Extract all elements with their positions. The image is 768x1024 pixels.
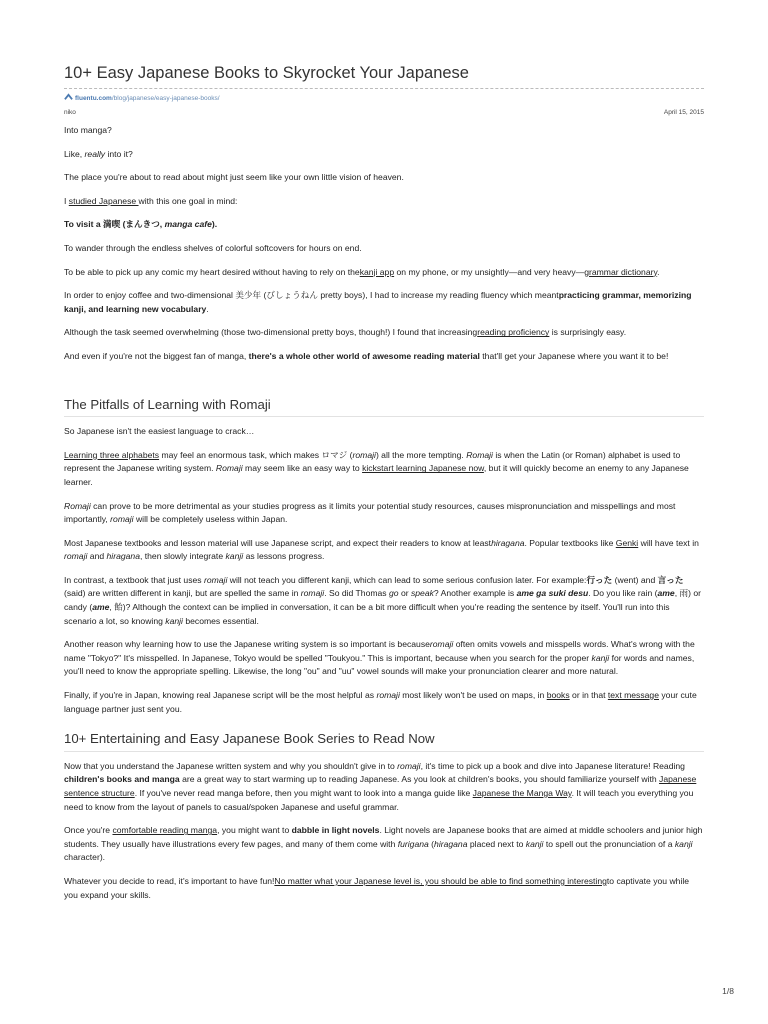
paragraph: Once you're comfortable reading manga, you might want to dabble in light novels. Light novels are Japanese books that are aimed at middle schoolers and junior high students. They usually have illustrations every few pages, and many of them come with furigana (hiragana placed next to kanji to spell out the pronunciation of a kanji character). (64, 825, 703, 863)
paragraph: In contrast, a textbook that just uses romaji will not teach you different kanji, which can lead to some serious confusion later. For example:行った (went) and 言った (said) are written different in kanji, but are spelled the same in romaji. So did Thomas go or speak? Another example is ame ga suki desu. Do you like rain (ame, 雨) or candy (ame, 飴)? Although the context can be implied in conversation, it can be a bit more difficult when you're reading the sentence by itself. You'll run into this scenario a lot, so knowing kanji becomes essential. (64, 574, 701, 626)
article-body (64, 124, 704, 912)
paragraph: In order to enjoy coffee and two-dimensional 美少年 (びしょうねん pretty boys), I had to increase my reading fluency which meantpracticing grammar, memorizing kanji, and learning new vocabulary. (64, 290, 692, 314)
paragraph: Although the task seemed overwhelming (those two-dimensional pretty boys, though!) I found that increasingreading proficiency is surprisingly easy. (64, 327, 627, 338)
link-icon (64, 93, 73, 102)
paragraph: Whatever you decide to read, it's important to have fun!No matter what your Japanese level is, you should be able to find something interestingto captivate you while you expand your skills. (64, 875, 690, 900)
publish-date: April 15, 2015 (663, 109, 704, 116)
paragraph: Another reason why learning how to use the Japanese writing system is so important is becauseromaji often omits vowels and misspells words. What's wrong with the name "Tokyo?" It's misspelled. In Japanese, Tokyo would be spelled "Toukyou." This is important, because when you search for the proper kanji for words and names, you'll need to know the appropriate spelling. Likewise, the long "ou" and "uu" vowel sounds will make your pronunciation clearer and more natural. (64, 639, 695, 677)
source-url[interactable] (64, 93, 220, 102)
paragraph: Like, really into it? (64, 148, 133, 159)
link-reading-proficiency[interactable]: reading proficiency (477, 327, 550, 338)
link-grammar-dictionary[interactable]: grammar dictionary (584, 266, 658, 277)
paragraph: Most Japanese textbooks and lesson material will use Japanese script, and expect their readers to know at leasthiragana. Popular textbooks like Genki will have text in romaji and hiragana, then slowly integrate kanji as lessons progress. (64, 537, 699, 562)
paragraph: To wander through the endless shelves of colorful softcovers for hours on end. (64, 242, 362, 253)
author: niko (64, 109, 76, 116)
link-text-message[interactable]: text message (607, 690, 659, 701)
section-heading: 10+ Entertaining and Easy Japanese Book Series to Read Now (64, 732, 704, 752)
paragraph: And even if you're not the biggest fan of manga, there's a whole other world of awesome reading material that'll get your Japanese where you want it to be! (64, 350, 669, 361)
paragraph: Learning three alphabets may feel an enormous task, which makes ロマジ (romaji) all the more tempting. Romaji is when the Latin (or Roman) alphabet is used to represent the Japanese writing system. Romaji may seem like an easy way to kickstart learning Japanese now, but it will quickly become an enemy to any Japanese learner. (64, 449, 689, 487)
link-sentence-structure[interactable]: Japanese sentence structure (64, 774, 697, 798)
paragraph: To be able to pick up any comic my heart desired without having to rely on thekanji app on my phone, or my unsightly—and very heavy—grammar dictionary. (64, 266, 660, 277)
page-number: 1/8 (722, 986, 734, 996)
paragraph: So Japanese isn't the easiest language to crack… (64, 426, 255, 437)
link-comfortable-reading-manga[interactable]: comfortable reading manga (112, 825, 218, 836)
title-divider (64, 88, 704, 89)
link-manga-way[interactable]: Japanese the Manga Way (472, 788, 572, 798)
article-meta (64, 109, 704, 116)
link-kanji-app[interactable]: kanji app (359, 266, 395, 277)
paragraph: Now that you understand the Japanese written system and why you shouldn't give in to romaji, it's time to pick up a book and dive into Japanese literature! Reading children's books and manga are a great way to start warming up to reading Japanese. As you look at children's books, you should familiarize yourself with Japanese sentence structure. If you've never read manga before, then you might want to look into a manga guide like Japanese the Manga Way. It will teach you everything you need to know from the layout of panels to casual/spoken Japanese and useful grammar. (64, 760, 697, 812)
paragraph: Finally, if you're in Japan, knowing real Japanese script will be the most helpful as romaji most likely won't be used on maps, in books or in that text message your cute language partner just sent you. (64, 690, 697, 714)
paragraph: I studied Japanese with this one goal in mind: (64, 195, 238, 206)
paragraph: Romaji can prove to be more detrimental as your studies progress as it limits your potential study resources, causes mispronunciation and misspellings and most importantly, romaji will be completely useless within Japan. (64, 500, 676, 525)
paragraph: To visit a 満喫 (まんきつ, manga cafe). (64, 219, 218, 230)
link-find-something-interesting[interactable]: No matter what your Japanese level is, you should be able to find something interesting (274, 875, 607, 886)
paragraph: Into manga? (64, 125, 112, 135)
link-kickstart-learning[interactable]: kickstart learning Japanese now (362, 463, 484, 474)
link-books[interactable]: books (546, 690, 570, 701)
article-title: 10+ Easy Japanese Books to Skyrocket Your Japanese (64, 64, 469, 82)
link-studied-japanese[interactable]: studied Japanese (68, 195, 139, 206)
link-genki[interactable]: Genki (615, 537, 639, 548)
paragraph: The place you're about to read about might just seem like your own little vision of heaven. (64, 172, 404, 183)
source-domain: fluentu.com (75, 95, 112, 102)
section-heading: The Pitfalls of Learning with Romaji (64, 398, 704, 418)
source-path: /blog/japanese/easy-japanese-books/ (111, 95, 220, 102)
link-three-alphabets[interactable]: Learning three alphabets (64, 449, 160, 460)
